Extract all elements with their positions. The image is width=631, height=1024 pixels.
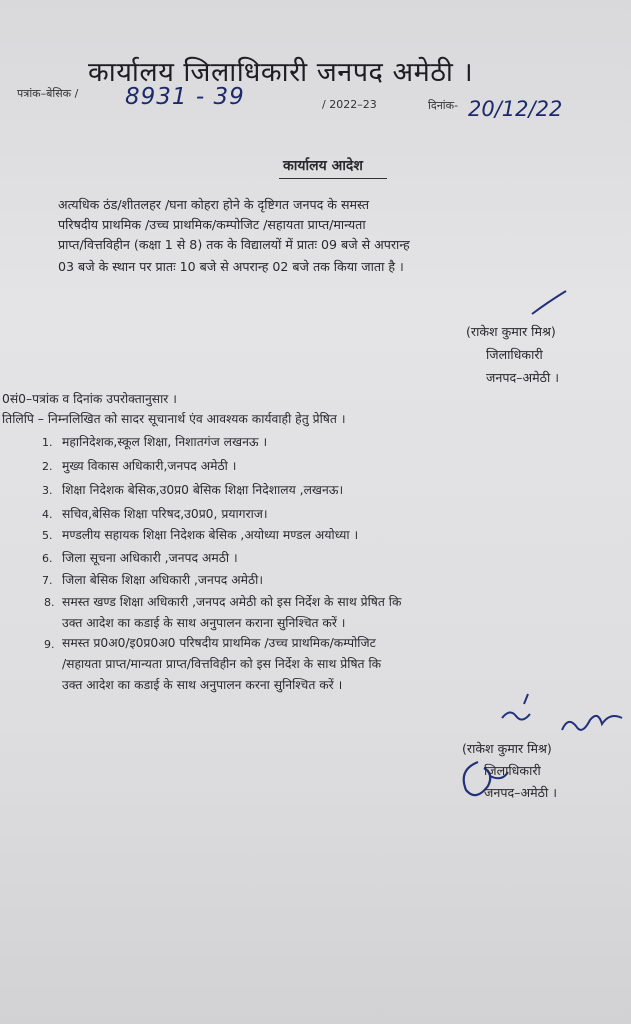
list-number: 7. — [42, 574, 53, 587]
list-item: शिक्षा निदेशक बेसिक,उ0प्र0 बेसिक शिक्षा निदेशालय ,लखनऊ। — [62, 483, 344, 497]
signatory-designation: जिलाधिकारी — [484, 763, 541, 778]
signatory-designation: जिलाधिकारी — [486, 347, 543, 362]
list-item: सचिव,बेसिक शिक्षा परिषद,उ0प्र0, प्रयागराज। — [62, 507, 268, 521]
list-number: 2. — [42, 460, 53, 473]
list-item-continued: उक्त आदेश का कडाई के साथ अनुपालन कराना सुनिश्चित करें । — [62, 616, 346, 630]
signatory-name: (राकेश कुमार मिश्र) — [462, 741, 552, 756]
list-number: 5. — [42, 529, 53, 542]
date-handwritten: 20/12/22 — [468, 97, 563, 121]
list-number: 4. — [42, 508, 53, 521]
list-number: 1. — [42, 436, 53, 449]
signatory-name: (राकेश कुमार मिश्र) — [466, 324, 556, 339]
list-number: 9. — [44, 638, 55, 651]
patrank-number-handwritten: 8931 - 39 — [125, 84, 245, 110]
list-number: 3. — [42, 484, 53, 497]
patrank-label: पत्रांक–बेसिक / — [17, 87, 79, 100]
list-item: जिला बेसिक शिक्षा अधिकारी ,जनपद अमेठी। — [62, 573, 263, 587]
signature-stroke-1 — [530, 288, 570, 318]
order-heading: कार्यालय आदेश — [283, 158, 363, 174]
signatory-district: जनपद–अमेठी । — [486, 370, 559, 385]
list-item-continued: /सहायता प्राप्त/मान्यता प्राप्त/वित्तविहीन को इस निर्देश के साथ प्रेषित कि — [62, 657, 382, 671]
list-item-continued: उक्त आदेश का कडाई के साथ अनुपालन करना सुनिश्चित करें । — [62, 678, 343, 692]
heading-underline — [279, 178, 387, 179]
tilipi-line: तिलिपि – निम्नलिखित को सादर सूचानार्थ एंव आवश्यक कार्यवाही हेतु प्रेषित । — [2, 412, 346, 426]
reference-line: 0सं0–पत्रांक व दिनांक उपरोक्तानुसार । — [2, 392, 177, 406]
order-line: परिषदीय प्राथमिक /उच्च प्राथमिक/कम्पोजिट /सहायता प्राप्त/मान्यता — [58, 217, 366, 232]
list-item: मुख्य विकास अधिकारी,जनपद अमेठी । — [62, 459, 237, 473]
list-number: 6. — [42, 552, 53, 565]
list-item: महानिदेशक,स्कूल शिक्षा, निशातगंज लखनऊ । — [62, 435, 268, 449]
signatory-district: जनपद–अमेठी । — [484, 785, 557, 800]
list-item: मण्डलीय सहायक शिक्षा निदेशक बेसिक ,अयोध्या मण्डल अयोध्या । — [62, 528, 359, 542]
list-number: 8. — [44, 596, 55, 609]
office-title: कार्यालय जिलाधिकारी जनपद अमेठी । — [88, 57, 474, 88]
list-item: जिला सूचना अधिकारी ,जनपद अमठी । — [62, 551, 238, 565]
order-line: अत्यधिक ठंड/शीतलहर /घना कोहरा होने के दृष्टिगत जनपद के समस्त — [58, 197, 370, 212]
dinank-label: दिनांक- — [428, 99, 459, 112]
list-item: समस्त खण्ड शिक्षा अधिकारी ,जनपद अमेठी को इस निर्देश के साथ प्रेषित कि — [62, 595, 402, 609]
order-line: प्राप्त/वित्तविहीन (कक्षा 1 से 8) तक के विद्यालयों में प्रातः 09 बजे से अपरान्ह — [58, 237, 410, 252]
order-line: 03 बजे के स्थान पर प्रातः 10 बजे से अपरान्ह 02 बजे तक किया जाता है । — [58, 259, 404, 274]
session-year: / 2022–23 — [322, 98, 377, 111]
list-item: समस्त प्र0अ0/इ0प्र0अ0 परिषदीय प्राथमिक /उच्च प्राथमिक/कम्पोजिट — [62, 636, 376, 650]
